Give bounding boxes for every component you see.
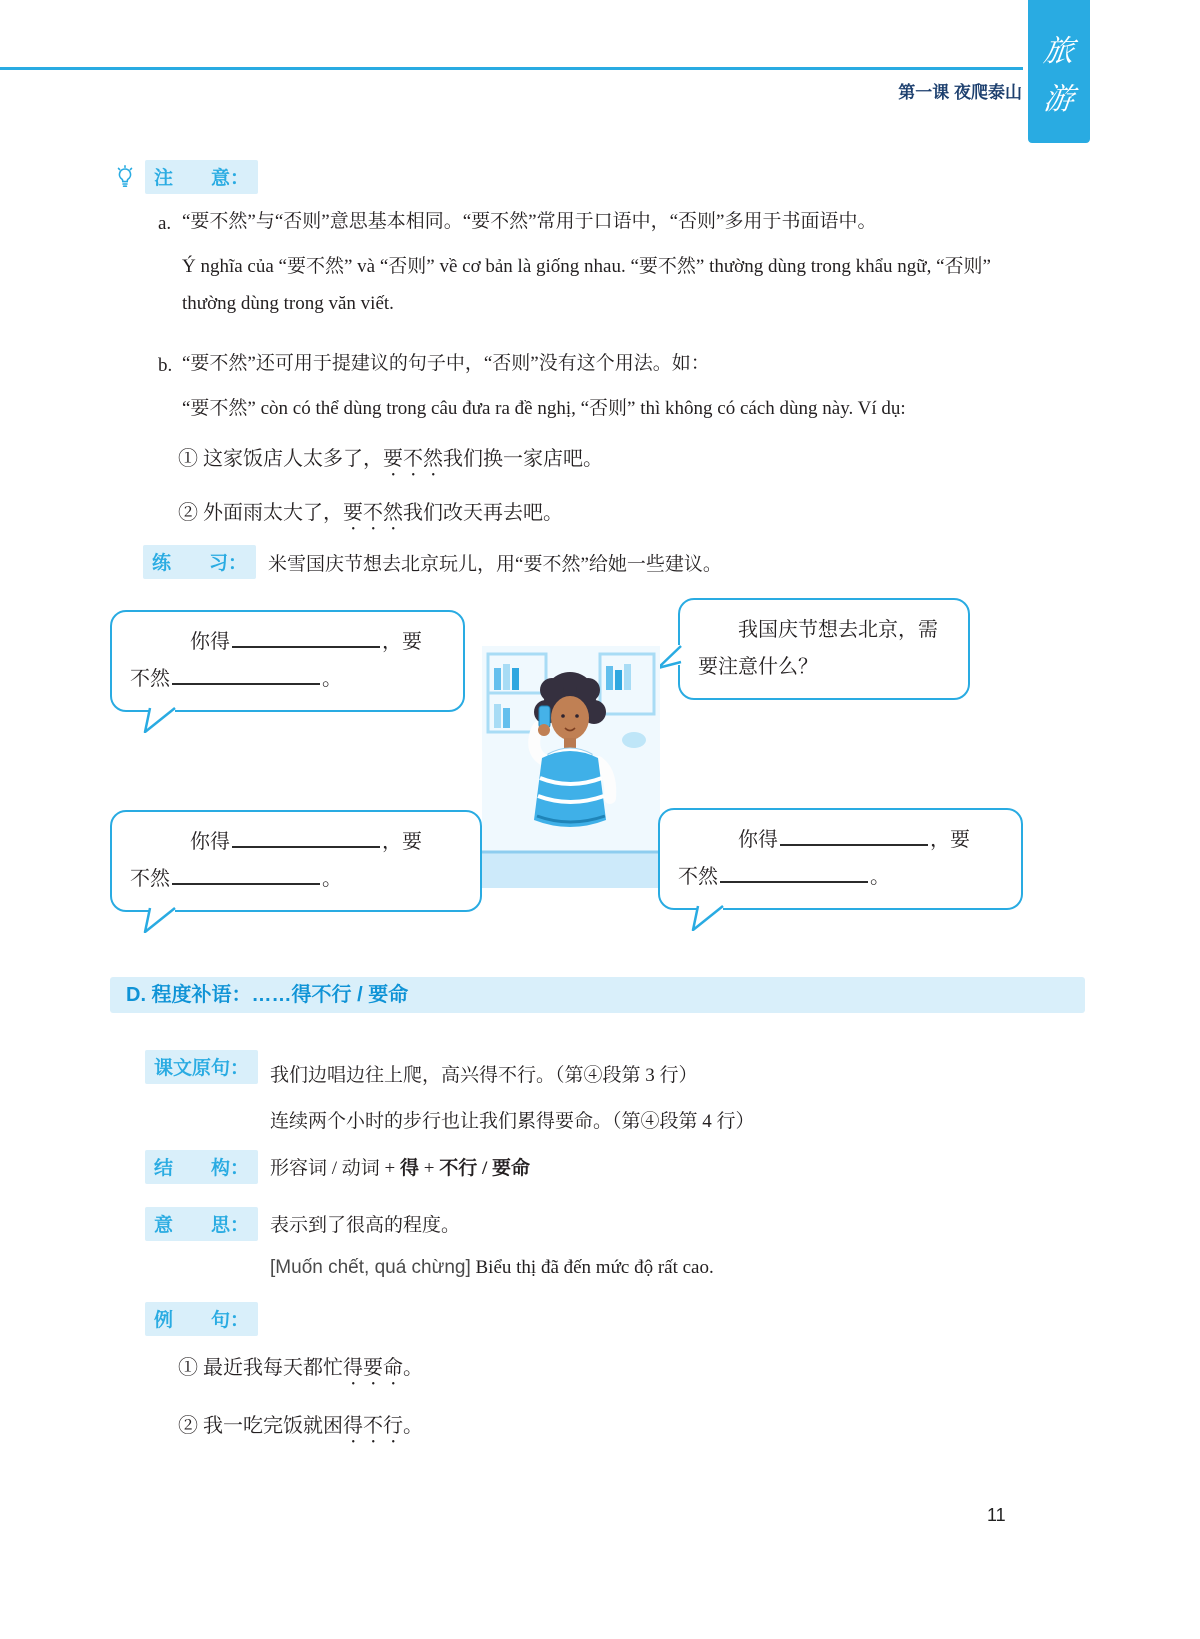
lesson-title: 第一课 夜爬泰山 bbox=[898, 83, 1022, 102]
bubble-1-l1-pre: 你得 bbox=[190, 631, 230, 653]
bubble-tail bbox=[142, 906, 178, 933]
note-example-2 bbox=[178, 497, 603, 535]
bubble-tail bbox=[142, 706, 178, 733]
d-example-1-pre: ① 最近我每天都忙 bbox=[178, 1357, 343, 1379]
lightbulb-icon bbox=[113, 165, 137, 189]
meaning-row bbox=[145, 1207, 714, 1285]
bubble-3-text bbox=[678, 822, 1003, 896]
d-example-1-post: 。 bbox=[403, 1357, 423, 1379]
meaning-vietnamese bbox=[270, 1252, 714, 1284]
meaning-label: 意 思： bbox=[145, 1207, 258, 1241]
structure-bold-1: 得 bbox=[400, 1158, 420, 1179]
section-d-title: D. 程度补语：……得不行 / 要命 bbox=[110, 977, 1085, 1013]
item-b-marker: b. bbox=[158, 355, 173, 376]
source-label: 课文原句： bbox=[145, 1050, 258, 1084]
meaning-vn-text: Biểu thị đã đến mức độ rất cao. bbox=[470, 1257, 714, 1279]
note-item-b bbox=[158, 348, 1030, 427]
structure-formula bbox=[270, 1150, 530, 1185]
answer-bubble-1 bbox=[110, 610, 465, 712]
d-example-2-emphasis: 得不行 bbox=[343, 1415, 403, 1437]
bubble-tail bbox=[656, 638, 683, 674]
source-sentences bbox=[270, 1050, 755, 1145]
structure-label: 结 构： bbox=[145, 1150, 258, 1184]
bubble-1-l2-pre: 不然 bbox=[130, 668, 170, 690]
example-2-emphasis: 要不然 bbox=[343, 502, 403, 524]
item-a-marker: a. bbox=[158, 213, 172, 234]
bubble-tail bbox=[690, 904, 726, 931]
example-1-post: 我们换一家店吧。 bbox=[443, 448, 603, 470]
example-2-pre: ② 外面雨太大了， bbox=[178, 502, 343, 524]
bubble-2-text bbox=[130, 824, 462, 898]
answer-bubble-2 bbox=[110, 810, 482, 912]
bubble-3-l1-post: ，要 bbox=[930, 829, 970, 851]
bubble-3-l1-pre: 你得 bbox=[738, 829, 778, 851]
bubble-2-l2-post: 。 bbox=[322, 868, 342, 890]
example-2-post: 我们改天再去吧。 bbox=[403, 502, 563, 524]
bubble-2-l1-post: ，要 bbox=[382, 831, 422, 853]
d-example-2-pre: ② 我一吃完饭就困 bbox=[178, 1415, 343, 1437]
source-sentence-row bbox=[145, 1050, 755, 1145]
d-example-2 bbox=[178, 1410, 423, 1448]
bubble-3-l2-pre: 不然 bbox=[678, 866, 718, 888]
student-illustration bbox=[482, 646, 660, 888]
note-label: 注 意： bbox=[145, 160, 258, 194]
note-a-chinese: “要不然”与“否则”意思基本相同。“要不然”常用于口语中，“否则”多用于书面语中。 bbox=[182, 211, 877, 232]
answer-blank bbox=[172, 665, 320, 685]
answer-blank bbox=[780, 826, 928, 846]
meaning-content bbox=[270, 1207, 714, 1285]
structure-mid: + bbox=[419, 1158, 440, 1179]
note-b-chinese: “要不然”还可用于提建议的句子中，“否则”没有这个用法。如： bbox=[182, 353, 710, 374]
question-bubble bbox=[678, 598, 970, 700]
unit-tab-char-1: 旅 bbox=[1041, 34, 1076, 68]
question-bubble-text: 我国庆节想去北京，需要注意什么？ bbox=[698, 619, 938, 678]
example-1-pre: ① 这家饭店人太多了， bbox=[178, 448, 383, 470]
d-example-1 bbox=[178, 1352, 423, 1390]
practice-section-header bbox=[143, 545, 722, 579]
practice-prompt: 米雪国庆节想去北京玩儿，用“要不然”给她一些建议。 bbox=[268, 553, 722, 575]
structure-row bbox=[145, 1150, 530, 1185]
unit-tab-char-2: 游 bbox=[1041, 82, 1076, 116]
answer-blank bbox=[232, 628, 380, 648]
practice-dialogue-area bbox=[110, 598, 1090, 933]
source-line-2: 连续两个小时的步行也让我们累得要命。（第④段第 4 行） bbox=[270, 1111, 755, 1132]
bubble-1-text bbox=[130, 624, 445, 698]
bubble-2-l1-pre: 你得 bbox=[190, 831, 230, 853]
d-example-2-post: 。 bbox=[403, 1415, 423, 1437]
meaning-chinese: 表示到了很高的程度。 bbox=[270, 1215, 461, 1236]
note-a-vietnamese: Ý nghĩa của “要不然” và “否则” về cơ bản là giống nhau. “要不然” thường dùng trong khẩu ngữ, “否则” thường dùng trong văn viết. bbox=[182, 256, 991, 315]
structure-pre: 形容词 / 动词 + bbox=[270, 1158, 401, 1179]
unit-tab bbox=[1028, 0, 1090, 143]
structure-bold-2: 不行 / 要命 bbox=[439, 1158, 531, 1179]
d-example-1-emphasis: 得要命 bbox=[343, 1357, 403, 1379]
examples-label: 例 句： bbox=[145, 1302, 258, 1336]
example-1-emphasis: 要不然 bbox=[383, 448, 443, 470]
header-rule bbox=[0, 67, 1023, 70]
practice-label: 练 习： bbox=[143, 545, 256, 579]
note-section-header bbox=[113, 160, 258, 194]
bubble-2-l2-pre: 不然 bbox=[130, 868, 170, 890]
answer-blank bbox=[720, 863, 868, 883]
bubble-3-l2-post: 。 bbox=[870, 866, 890, 888]
answer-bubble-3 bbox=[658, 808, 1023, 910]
note-examples bbox=[178, 443, 603, 551]
answer-blank bbox=[172, 865, 320, 885]
note-example-1 bbox=[178, 443, 603, 481]
bubble-1-l1-post: ，要 bbox=[382, 631, 422, 653]
meaning-vn-tag: [Muốn chết, quá chừng] bbox=[270, 1257, 471, 1279]
answer-blank bbox=[232, 828, 380, 848]
page-number: 11 bbox=[987, 1505, 1006, 1525]
section-d-examples bbox=[178, 1352, 423, 1468]
bubble-1-l2-post: 。 bbox=[322, 668, 342, 690]
note-b-vietnamese: “要不然” còn có thể dùng trong câu đưa ra đề nghị, “否则” thì không có cách dùng này. Ví dụ: bbox=[182, 398, 906, 420]
source-line-1: 我们边唱边往上爬，高兴得不行。（第④段第 3 行） bbox=[270, 1065, 698, 1086]
note-item-a bbox=[158, 206, 1030, 322]
